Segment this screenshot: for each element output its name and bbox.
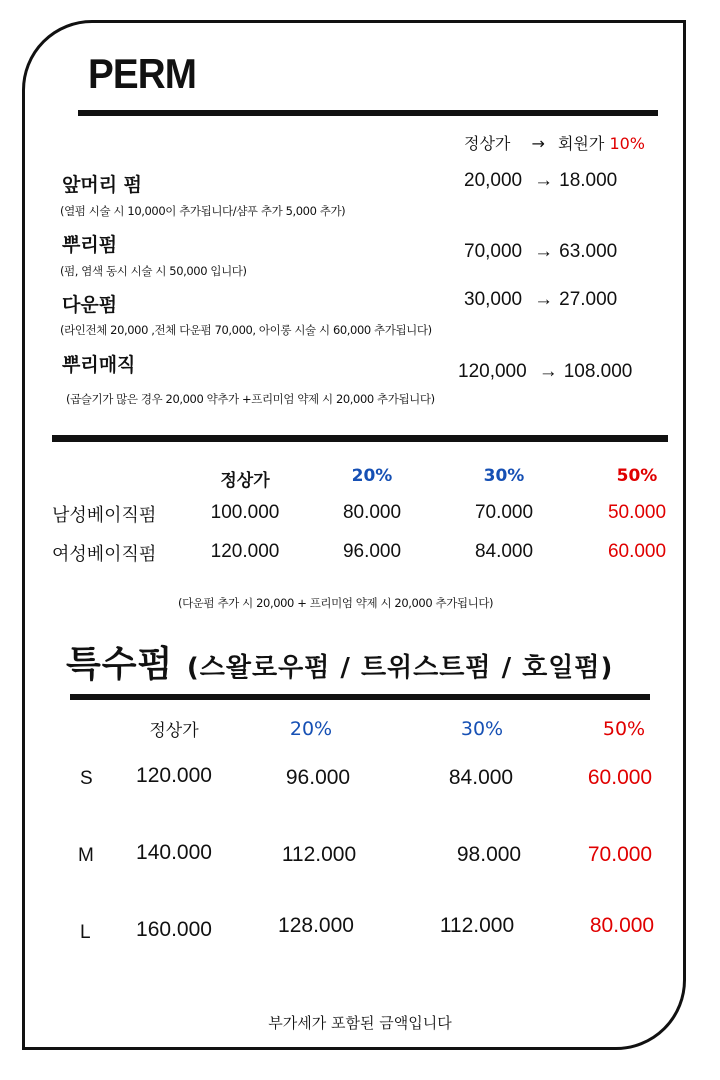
page-title: PERM: [88, 50, 196, 97]
title-rule: [78, 110, 658, 116]
basic-cell: 120.000: [210, 541, 280, 562]
basic-cell: 60.000: [607, 541, 667, 562]
arrow-icon: →: [531, 134, 545, 153]
size-label: S: [80, 768, 93, 789]
special-cell: 120.000: [136, 764, 212, 787]
special-header-30: 30%: [460, 718, 504, 740]
vat-footer: 부가세가 포함된 금액입니다: [268, 1014, 452, 1032]
basic-cell: 70.000: [474, 502, 534, 523]
special-cell: 112.000: [439, 914, 515, 937]
special-header-50: 50%: [602, 718, 646, 740]
special-header-regular: 정상가: [149, 721, 199, 741]
basic-cell: 80.000: [342, 502, 402, 523]
regular-price-label: 정상가: [464, 134, 511, 153]
special-cell: 160.000: [136, 918, 212, 941]
perm-item-note: (곱슬기가 많은 경우 20,000 약추가 +프리미엄 약제 시 20,000 추가됩니다): [66, 392, 435, 406]
basic-row-name: 여성베이직펌: [52, 544, 157, 565]
special-cell: 112.000: [281, 843, 357, 866]
special-subtitle: (스왈로우펌 / 트위스트펌 / 호일펌): [186, 653, 614, 683]
arrow-icon: →: [534, 289, 554, 310]
special-cell: 98.000: [456, 843, 522, 866]
special-cell: 96.000: [285, 766, 351, 789]
special-cell: 60.000: [587, 766, 653, 789]
perm-item-name: 다운펌: [62, 294, 118, 316]
special-cell: 80.000: [589, 914, 655, 937]
size-label: L: [80, 922, 91, 943]
basic-header-regular: 정상가: [220, 471, 270, 491]
special-title-main: 특수펌: [66, 644, 174, 685]
arrow-icon: →: [534, 241, 554, 262]
perm-item-note: (펌, 염색 동시 시술 시 50,000 입니다): [60, 264, 247, 278]
member-discount: 10%: [609, 134, 645, 153]
basic-cell: 96.000: [342, 541, 402, 562]
special-rule: [70, 694, 650, 700]
section-rule: [52, 435, 668, 442]
basic-header-50: 50%: [616, 466, 658, 486]
perm-item-name: 앞머리 펌: [62, 174, 143, 196]
special-cell: 128.000: [278, 914, 354, 937]
basic-header-20: 20%: [351, 466, 393, 486]
basic-cell: 100.000: [210, 502, 280, 523]
perm-item-note: (라인전체 20,000 ,전체 다운펌 70,000, 아이롱 시술 시 60,000 추가됩니다): [60, 323, 432, 337]
perm-item-name: 뿌리펌: [62, 234, 118, 256]
basic-cell: 50.000: [607, 502, 667, 523]
arrow-icon: →: [538, 361, 558, 382]
perm-header: [464, 131, 645, 154]
special-header-20: 20%: [289, 718, 333, 740]
arrow-icon: →: [534, 170, 554, 191]
basic-row-name: 남성베이직펌: [52, 505, 157, 526]
perm-item-name: 뿌리매직: [62, 354, 136, 376]
basic-note: (다운펌 추가 시 20,000 + 프리미엄 약제 시 20,000 추가됩니다): [178, 596, 494, 610]
special-cell: 70.000: [587, 843, 653, 866]
special-title: [66, 636, 613, 687]
special-cell: 140.000: [136, 841, 212, 864]
perm-item-price: 30,000 → 27.000: [464, 289, 618, 310]
special-cell: 84.000: [448, 766, 514, 789]
basic-header-30: 30%: [483, 466, 525, 486]
perm-item-price: 120,000 → 108.000: [458, 361, 633, 382]
member-price-label: 회원가: [557, 134, 605, 153]
perm-item-price: 20,000 → 18.000: [464, 170, 618, 191]
basic-cell: 84.000: [474, 541, 534, 562]
perm-item-note: (열펌 시술 시 10,000이 추가됩니다/샴푸 추가 5,000 추가): [60, 204, 346, 218]
size-label: M: [78, 845, 94, 866]
perm-item-price: 70,000 → 63.000: [464, 241, 618, 262]
